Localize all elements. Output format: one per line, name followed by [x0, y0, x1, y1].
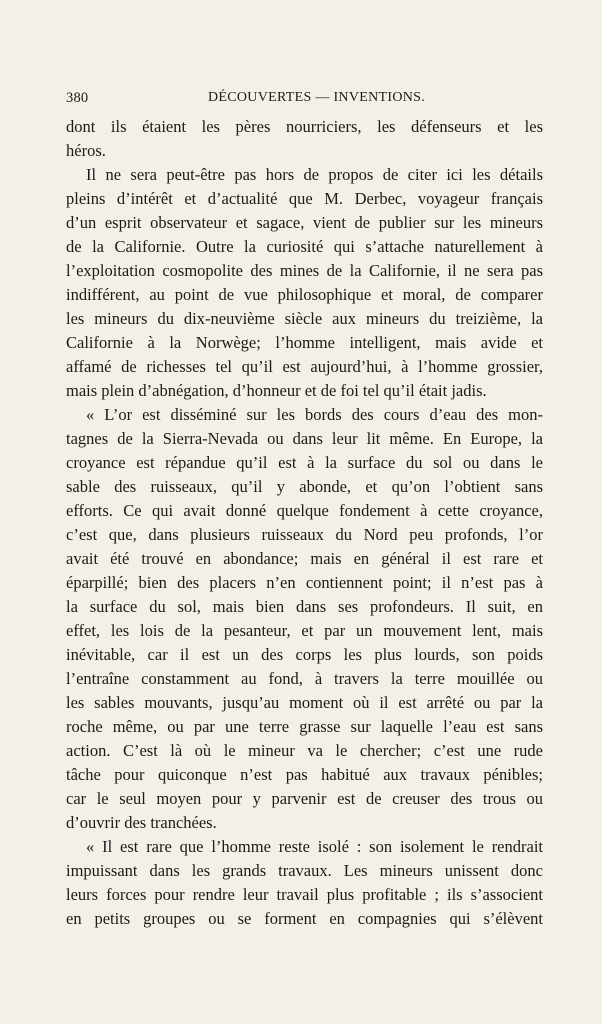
text-line: action. C’est là où le mineur va le chercher; c’est une rude	[66, 741, 543, 760]
text-line: mais plein d’abnégation, d’honneur et de foi tel qu’il était jadis.	[66, 381, 487, 400]
text-line: roche même, ou par une terre grasse sur laquelle l’eau est sans	[66, 717, 543, 736]
text-line: les mineurs du dix-neuvième siècle aux mineurs du treizième, la	[66, 309, 543, 328]
text-line: leurs forces pour rendre leur travail plus profitable ; ils s’associent	[66, 885, 543, 904]
text-line: les sables mouvants, jusqu’au moment où il est arrêté ou par la	[66, 693, 543, 712]
page-header	[66, 90, 543, 106]
text-line: Californie à la Norwège; l’homme intelligent, mais avide et	[66, 333, 543, 352]
text-line: impuissant dans les grands travaux. Les mineurs unissent donc	[66, 861, 543, 880]
text-line: effet, les lois de la pesanteur, et par un mouvement lent, mais	[66, 621, 543, 640]
text-line: croyance est répandue qu’il est à la surface du sol ou dans le	[66, 453, 543, 472]
text-line: dont ils étaient les pères nourriciers, les défenseurs et les	[66, 117, 543, 136]
text-line: Il ne sera peut-être pas hors de propos de citer ici les détails	[86, 165, 543, 184]
text-line: efforts. Ce qui avait donné quelque fondement à cette croyance,	[66, 501, 543, 520]
text-line: éparpillé; bien des placers n’en contiennent point; il n’est pas à	[66, 573, 543, 592]
text-line: de la Californie. Outre la curiosité qui s’attache naturellement à	[66, 237, 543, 256]
text-line: l’entraîne constamment au fond, à travers la terre mouillée ou	[66, 669, 543, 688]
text-line: sable des ruisseaux, qu’il y abonde, et qu’on l’obtient sans	[66, 477, 543, 496]
text-line: affamé de richesses tel qu’il est aujourd’hui, à l’homme grossier,	[66, 357, 543, 376]
text-line: inévitable, car il est un des corps les plus lourds, son poids	[66, 645, 543, 664]
page-number: 380	[66, 90, 89, 106]
text-line: en petits groupes ou se forment en compagnies qui s’élèvent	[66, 909, 543, 928]
text-line: héros.	[66, 141, 106, 160]
text-line: la surface du sol, mais bien dans ses profondeurs. Il suit, en	[66, 597, 543, 616]
text-line: « Il est rare que l’homme reste isolé : son isolement le rendrait	[86, 837, 543, 856]
text-line: « L’or est disséminé sur les bords des cours d’eau des mon-	[86, 405, 543, 424]
body-text	[66, 115, 543, 931]
text-line: tagnes de la Sierra-Nevada ou dans leur lit même. En Europe, la	[66, 429, 543, 448]
text-line: tâche pour quiconque n’est pas habitué aux travaux pénibles;	[66, 765, 543, 784]
text-line: indifférent, au point de vue philosophique et moral, de comparer	[66, 285, 543, 304]
running-title: DÉCOUVERTES — INVENTIONS.	[208, 90, 426, 105]
text-line: pleins d’intérêt et d’actualité que M. Derbec, voyageur français	[66, 189, 543, 208]
text-line: d’un esprit observateur et sagace, vient de publier sur les mineurs	[66, 213, 543, 232]
text-line: d’ouvrir des tranchées.	[66, 813, 217, 832]
text-line: c’est que, dans plusieurs ruisseaux du Nord peu profonds, l’or	[66, 525, 543, 544]
text-line: avait été trouvé en abondance; mais en général il est rare et	[66, 549, 543, 568]
text-line: car le seul moyen pour y parvenir est de creuser des trous ou	[66, 789, 543, 808]
text-line: l’exploitation cosmopolite des mines de la Californie, il ne sera pas	[66, 261, 543, 280]
